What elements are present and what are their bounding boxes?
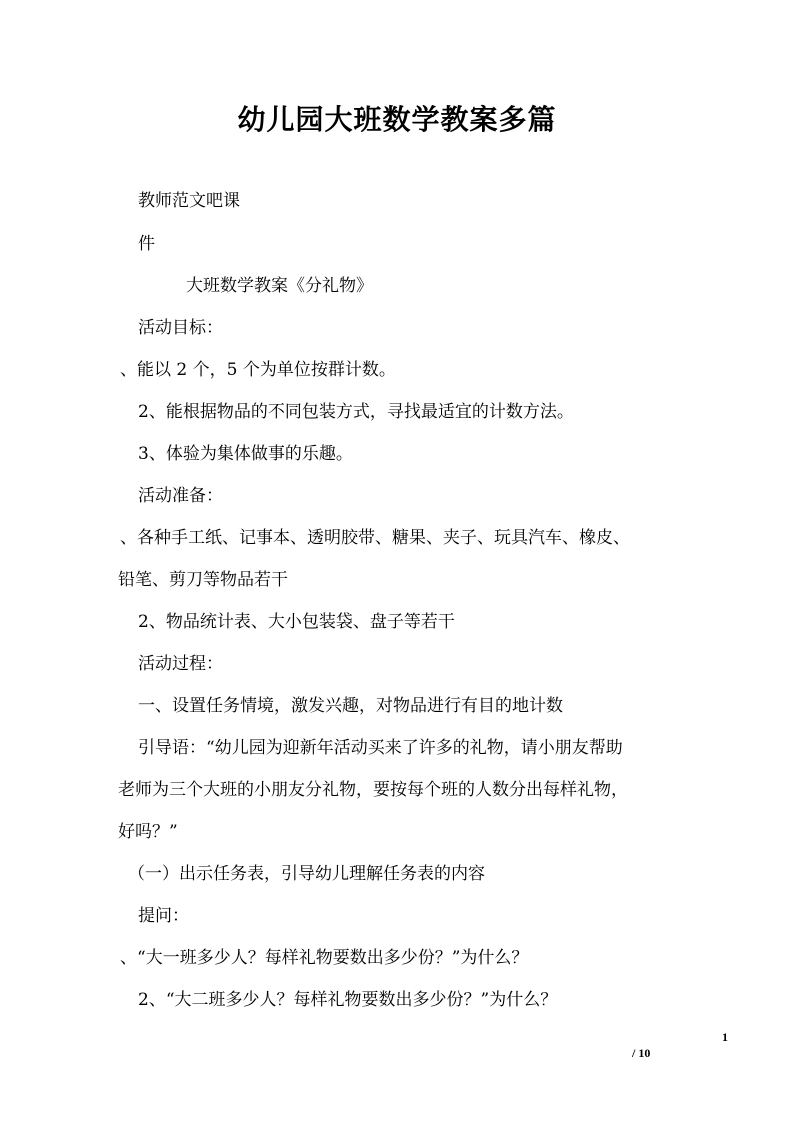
- page-total: / 10: [632, 1046, 651, 1060]
- body-line: 提问：: [138, 906, 189, 926]
- body-line: 、“大一班多少人？每样礼物要数出多少份？”为什么？: [120, 948, 529, 968]
- document-title: 幼儿园大班数学教案多篇: [237, 103, 557, 136]
- body-line: 老师为三个大班的小朋友分礼物，要按每个班的人数分出每样礼物，: [118, 780, 628, 800]
- body-line: 件: [138, 234, 155, 254]
- body-line: 2、能根据物品的不同包装方式，寻找最适宜的计数方法。: [138, 402, 574, 422]
- body-line: 2、“大二班多少人？每样礼物要数出多少份？”为什么？: [138, 990, 558, 1010]
- body-line: 2、物品统计表、大小包装袋、盘子等若干: [138, 612, 455, 632]
- section-heading: 活动过程：: [138, 654, 223, 674]
- section-heading: 活动准备：: [138, 486, 223, 506]
- body-line: 铅笔、剪刀等物品若干: [118, 570, 288, 590]
- body-line: 教师范文吧课: [138, 191, 240, 211]
- body-line: 引导语：“幼儿园为迎新年活动买来了许多的礼物，请小朋友帮助: [138, 738, 623, 758]
- body-line: 、各种手工纸、记事本、透明胶带、糖果、夹子、玩具汽车、橡皮、: [120, 528, 630, 548]
- lesson-heading: 大班数学教案《分礼物》: [186, 276, 373, 296]
- section-heading: 活动目标：: [138, 318, 223, 338]
- body-line: （一）出示任务表，引导幼儿理解任务表的内容: [128, 864, 485, 884]
- body-line: 一、设置任务情境，激发兴趣，对物品进行有目的地计数: [138, 696, 563, 716]
- body-line: 、能以 2 个，5 个为单位按群计数。: [120, 360, 396, 380]
- page-number: 1: [722, 1030, 728, 1044]
- body-line: 好吗？”: [118, 822, 178, 842]
- body-line: 3、体验为集体做事的乐趣。: [138, 444, 353, 464]
